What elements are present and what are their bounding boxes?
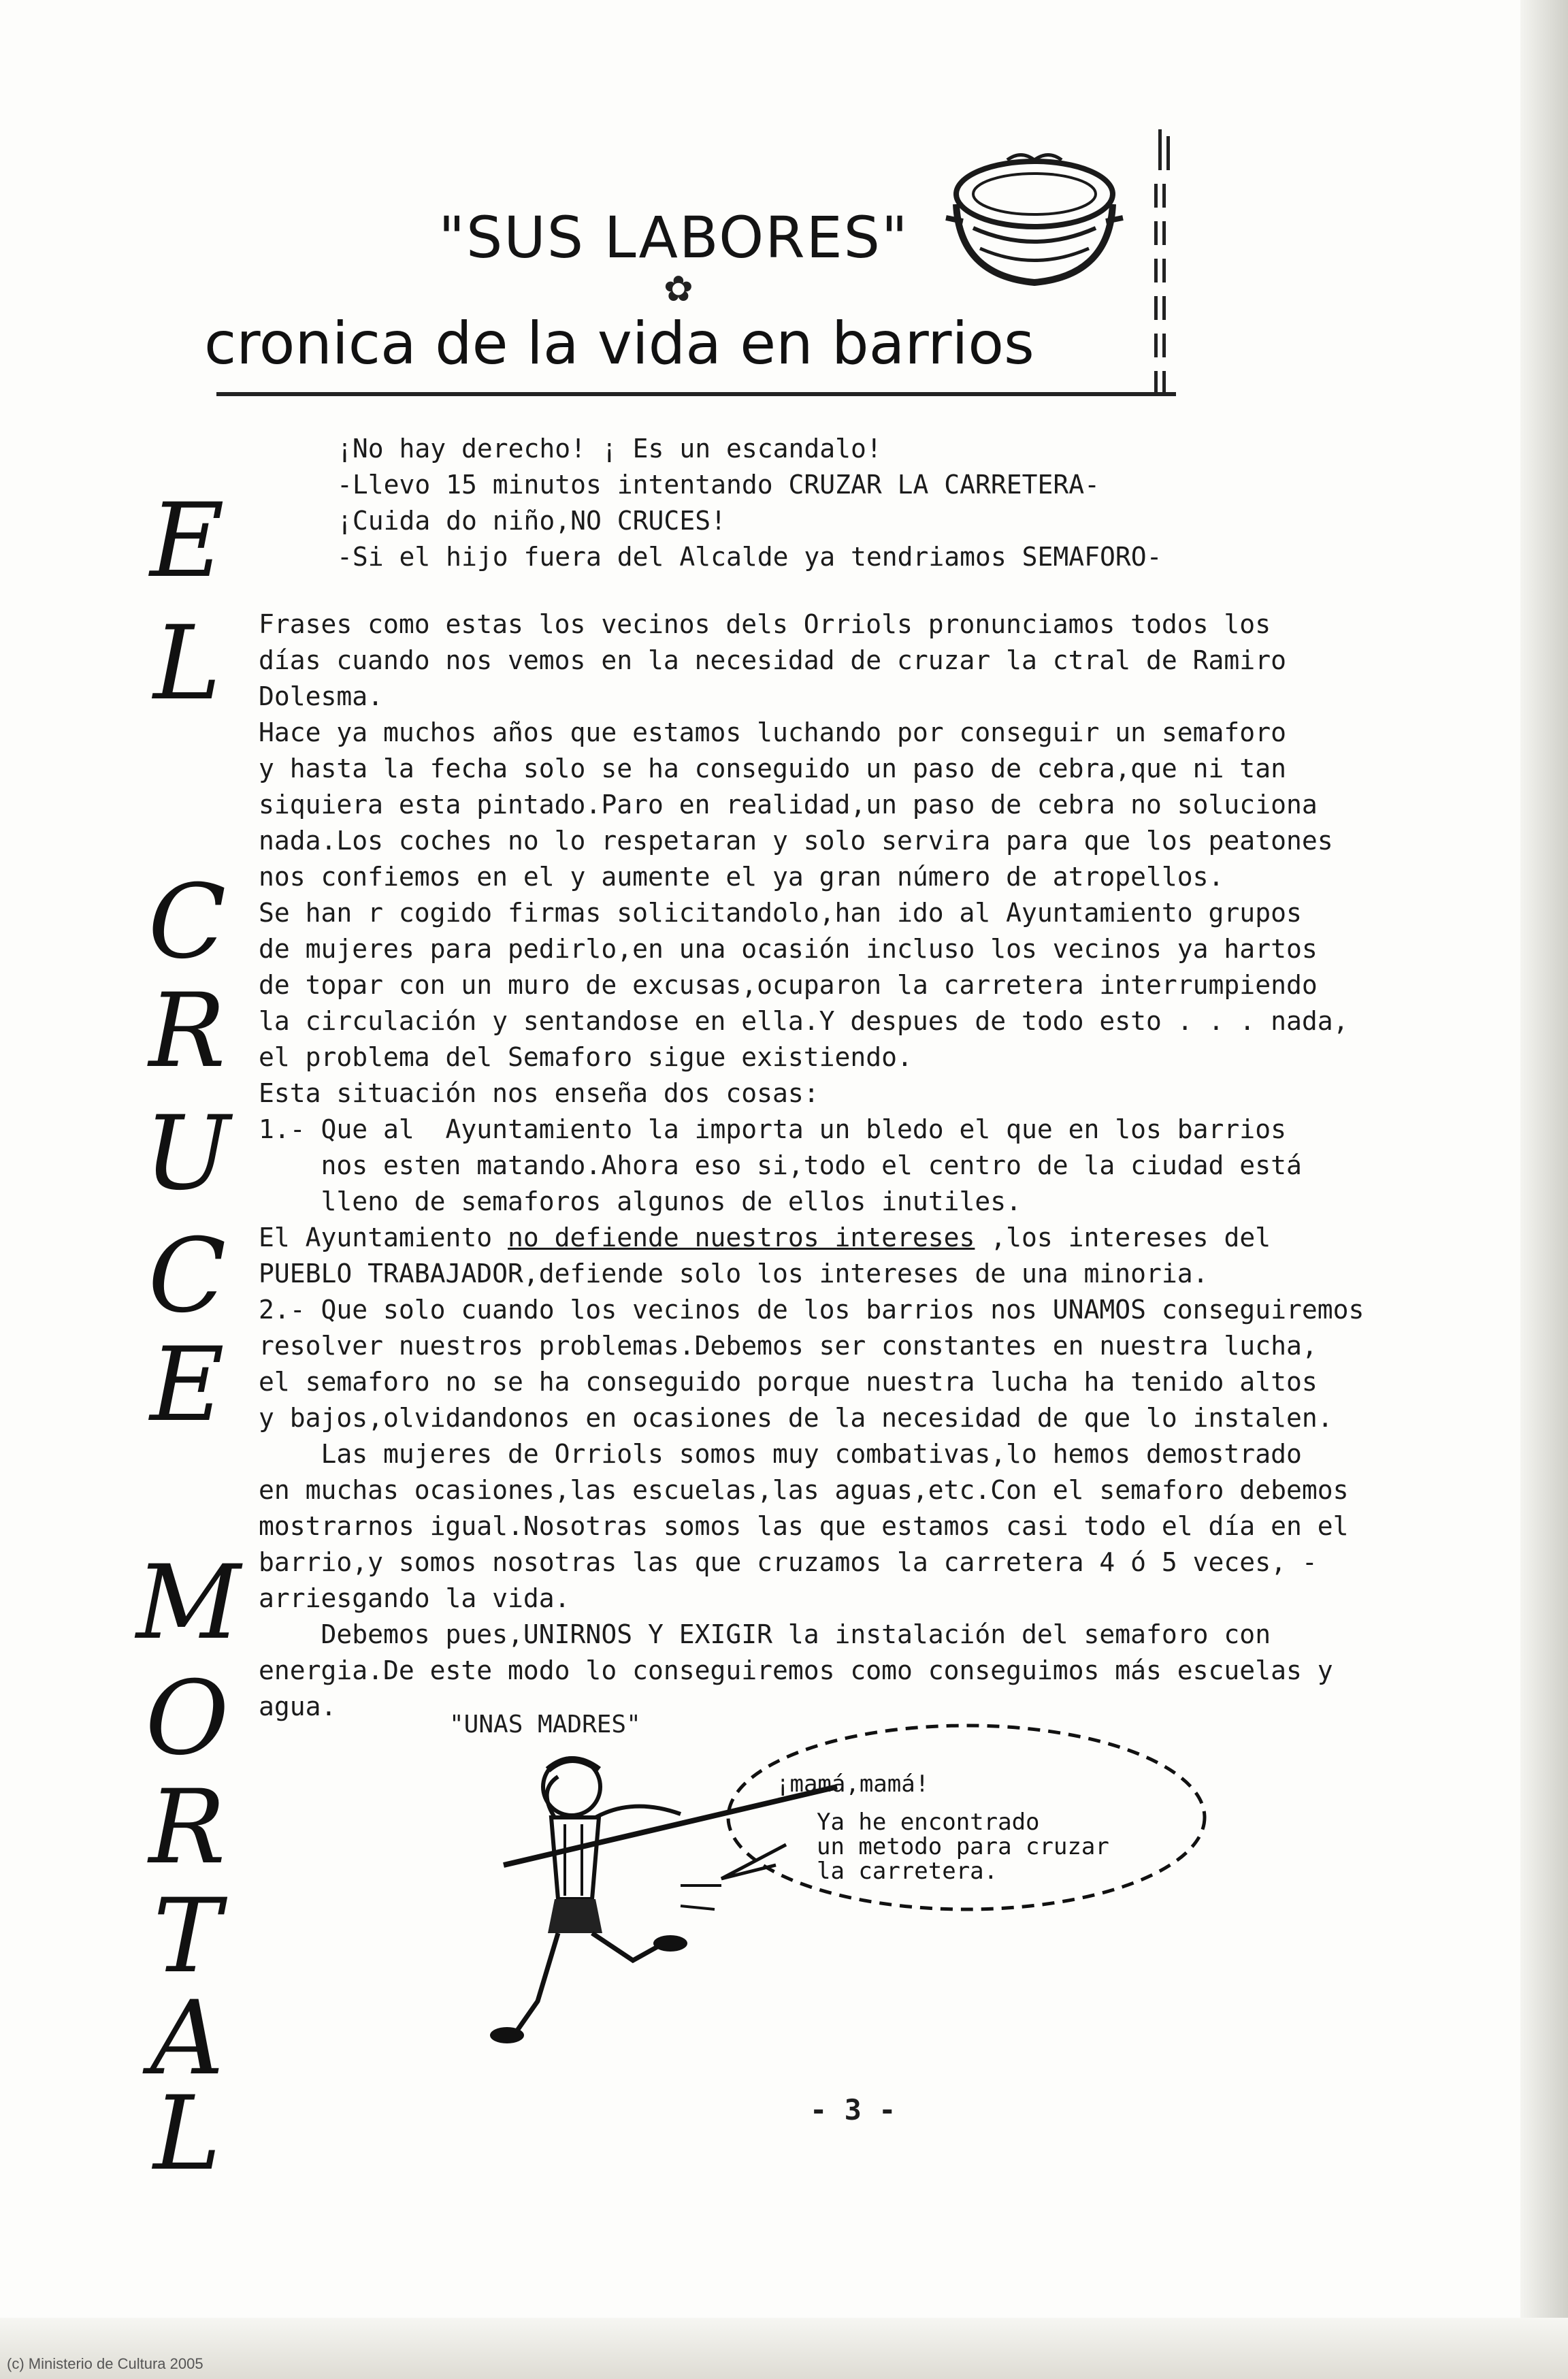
signature: "UNAS MADRES" (449, 1711, 641, 1738)
quote-line: -Llevo 15 minutos intentando CRUZAR LA CARRETERA- (337, 470, 1100, 500)
copyright-credit: (c) Ministerio de Cultura 2005 (7, 2355, 203, 2372)
speech-bubble-line: ¡mamá,mamá! (776, 1770, 930, 1798)
body-line: PUEBLO TRABAJADOR,defiende solo los intereses de una minoria. (259, 1259, 1209, 1289)
body-line: y bajos,olvidandonos en ocasiones de la necesidad de que lo instalen. (259, 1403, 1333, 1433)
body-line: Se han r cogido firmas solicitandolo,han ido al Ayuntamiento grupos (259, 898, 1302, 928)
body-line: 1.- Que al Ayuntamiento la importa un bledo el que en los barrios (259, 1114, 1286, 1144)
body-line: mostrarnos igual.Nosotras somos las que estamos casi todo el día en el (259, 1511, 1349, 1541)
body-line: de mujeres para pedirlo,en una ocasión incluso los vecinos ya hartos (259, 934, 1318, 964)
body-line: nada.Los coches no lo respetaran y solo servira para que los peatones (259, 826, 1333, 856)
vertical-title-letter: M (136, 1544, 241, 1662)
body-line: de topar con un muro de excusas,ocuparon la carretera interrumpiendo (259, 970, 1318, 1000)
body-line: Debemos pues,UNIRNOS Y EXIGIR la instalación del semaforo con (259, 1619, 1271, 1649)
vertical-title-letter: L (153, 604, 221, 723)
body-line: y hasta la fecha solo se ha conseguido un paso de cebra,que ni tan (259, 754, 1286, 783)
quote-line: -Si el hijo fuera del Alcalde ya tendriamos SEMAFORO- (337, 542, 1162, 572)
quote-line: ¡Cuida do niño,NO CRUCES! (337, 506, 726, 536)
body-line: agua. (259, 1692, 337, 1721)
vertical-title-letter: E (150, 1326, 225, 1444)
vertical-title-letter: C (148, 863, 227, 982)
speech-bubble-line: la carretera. (817, 1858, 998, 1885)
page-bottom-shadow (0, 2318, 1568, 2379)
masthead-subtitle: cronica de la vida en barrios (204, 310, 1034, 378)
body-line: energia.De este modo lo conseguiremos como conseguimos más escuelas y (259, 1655, 1333, 1685)
body-line: resolver nuestros problemas.Debemos ser constantes en nuestra lucha, (259, 1331, 1318, 1361)
vertical-title-letter: C (148, 1217, 227, 1336)
decorative-bars (1150, 129, 1177, 402)
flower-icon: ✿ (664, 269, 693, 310)
vertical-title-letter: L (153, 2075, 221, 2193)
body-text: El Ayuntamiento (259, 1223, 508, 1252)
body-line: nos esten matando.Ahora eso si,todo el centro de la ciudad está (259, 1150, 1302, 1180)
vertical-title-letter: R (148, 1768, 226, 1887)
speech-bubble-line: Ya he encontrado (817, 1809, 1040, 1836)
body-line: en muchas ocasiones,las escuelas,las aguas,etc.Con el semaforo debemos (259, 1475, 1349, 1505)
body-line (259, 1225, 1271, 1250)
body-line: 2.- Que solo cuando los vecinos de los barrios nos UNAMOS conseguiremos (259, 1295, 1365, 1325)
body-line: nos confiemos en el y aumente el ya gran número de atropellos. (259, 862, 1224, 892)
vertical-title-letter: U (144, 1095, 231, 1213)
body-line: el problema del Semaforo sigue existiendo. (259, 1042, 913, 1072)
body-line: Las mujeres de Orriols somos muy combativas,lo hemos demostrado (259, 1439, 1302, 1469)
body-line: barrio,y somos nosotras las que cruzamos la carretera 4 ó 5 veces, - (259, 1547, 1318, 1577)
underlined-phrase: no defiende nuestros intereses (508, 1223, 975, 1252)
body-line: el semaforo no se ha conseguido porque nuestra lucha ha tenido altos (259, 1367, 1318, 1397)
vertical-title-letter: R (148, 972, 226, 1090)
masthead-title: "SUS LABORES" (438, 204, 909, 271)
vertical-title-letter: O (145, 1660, 229, 1778)
body-line: Esta situación nos enseña dos cosas: (259, 1078, 819, 1108)
body-line: siquiera esta pintado.Paro en realidad,un paso de cebra no soluciona (259, 790, 1318, 820)
body-text: ,los intereses del (975, 1223, 1271, 1252)
vertical-title-letter: E (150, 482, 225, 600)
page-edge-shadow (1520, 0, 1568, 2379)
body-line: días cuando nos vemos en la necesidad de cruzar la ctral de Ramiro (259, 645, 1286, 675)
body-line: arriesgando la vida. (259, 1583, 570, 1613)
title-underline (216, 392, 1176, 396)
body-line: Frases como estas los vecinos dels Orriols pronunciamos todos los (259, 609, 1271, 639)
vertical-title-letter: T (152, 1877, 222, 1996)
body-line: la circulación y sentandose en ella.Y despues de todo esto . . . nada, (259, 1006, 1349, 1036)
speech-bubble-line: un metodo para cruzar (817, 1833, 1109, 1860)
quote-line: ¡No hay derecho! ¡ Es un escandalo! (337, 434, 882, 464)
body-line: Dolesma. (259, 681, 384, 711)
body-line: Hace ya muchos años que estamos luchando por conseguir un semaforo (259, 717, 1286, 747)
page-number: - 3 - (810, 2093, 896, 2126)
body-line: lleno de semaforos algunos de ellos inutiles. (259, 1186, 1022, 1216)
running-child-with-pole-illustration (476, 1715, 1395, 2056)
vertical-title-letter: A (150, 1979, 225, 2098)
cooking-pot-emblem-icon (932, 146, 1137, 303)
